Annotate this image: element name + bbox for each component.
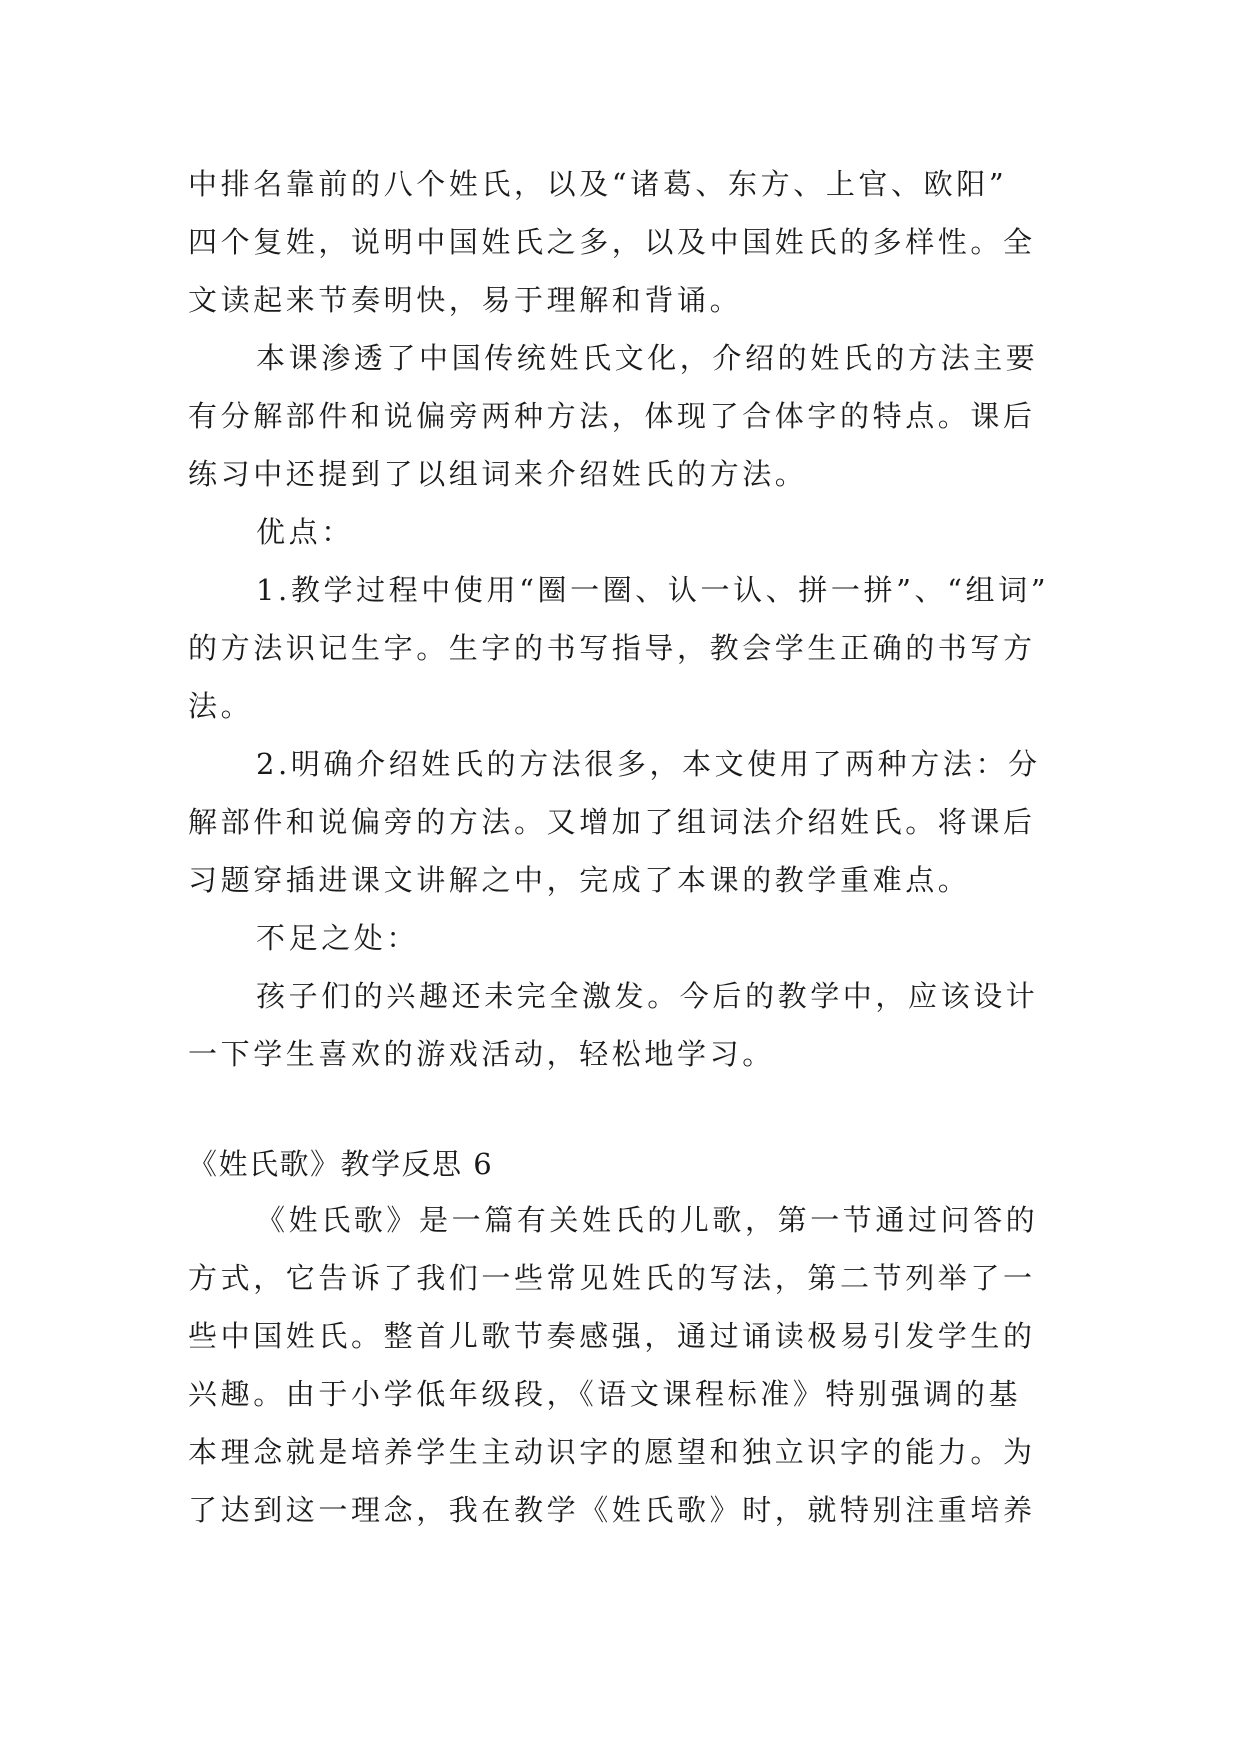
paragraph-line: 《姓氏歌》是一篇有关姓氏的儿歌，第一节通过问答的 <box>256 1203 1039 1237</box>
paragraph-line: 孩子们的兴趣还未完全激发。今后的教学中，应该设计 <box>256 979 1039 1013</box>
paragraph-line: 文读起来节奏明快，易于理解和背诵。 <box>188 283 743 317</box>
paragraph-line: 本理念就是培养学生主动识字的愿望和独立识字的能力。为 <box>188 1435 1036 1469</box>
paragraph-line: 兴趣。由于小学低年级段，《语文课程标准》特别强调的基 <box>188 1377 1022 1411</box>
paragraph-line: 练习中还提到了以组词来介绍姓氏的方法。 <box>188 457 808 491</box>
subheading-advantages: 优点： <box>256 515 354 549</box>
paragraph-line: 解部件和说偏旁的方法。又增加了组词法介绍姓氏。将课后 <box>188 805 1036 839</box>
paragraph-line: 了达到这一理念，我在教学《姓氏歌》时，就特别注重培养 <box>188 1493 1036 1527</box>
paragraph-line: 中排名靠前的八个姓氏，以及“诸葛、东方、上官、欧阳” <box>188 167 1008 201</box>
subheading-shortcomings: 不足之处： <box>256 921 420 955</box>
section-title: 《姓氏歌》教学反思 6 <box>188 1147 494 1181</box>
paragraph-line: 些中国姓氏。整首儿歌节奏感强，通过诵读极易引发学生的 <box>188 1319 1036 1353</box>
paragraph-line: 四个复姓，说明中国姓氏之多，以及中国姓氏的多样性。全 <box>188 225 1036 259</box>
paragraph-line: 法。 <box>188 689 254 723</box>
paragraph-line: 2.明确介绍姓氏的方法很多，本文使用了两种方法：分 <box>256 747 1041 781</box>
paragraph-line: 一下学生喜欢的游戏活动，轻松地学习。 <box>188 1037 775 1071</box>
paragraph-line: 习题穿插进课文讲解之中，完成了本课的教学重难点。 <box>188 863 971 897</box>
paragraph-line: 的方法识记生字。生字的书写指导，教会学生正确的书写方 <box>188 631 1036 665</box>
paragraph-line: 方式，它告诉了我们一些常见姓氏的写法，第二节列举了一 <box>188 1261 1036 1295</box>
paragraph-line: 1.教学过程中使用“圈一圈、认一认、拼一拼”、“组词” <box>256 573 1050 607</box>
paragraph-line: 本课渗透了中国传统姓氏文化，介绍的姓氏的方法主要 <box>256 341 1039 375</box>
paragraph-line: 有分解部件和说偏旁两种方法，体现了合体字的特点。课后 <box>188 399 1036 433</box>
